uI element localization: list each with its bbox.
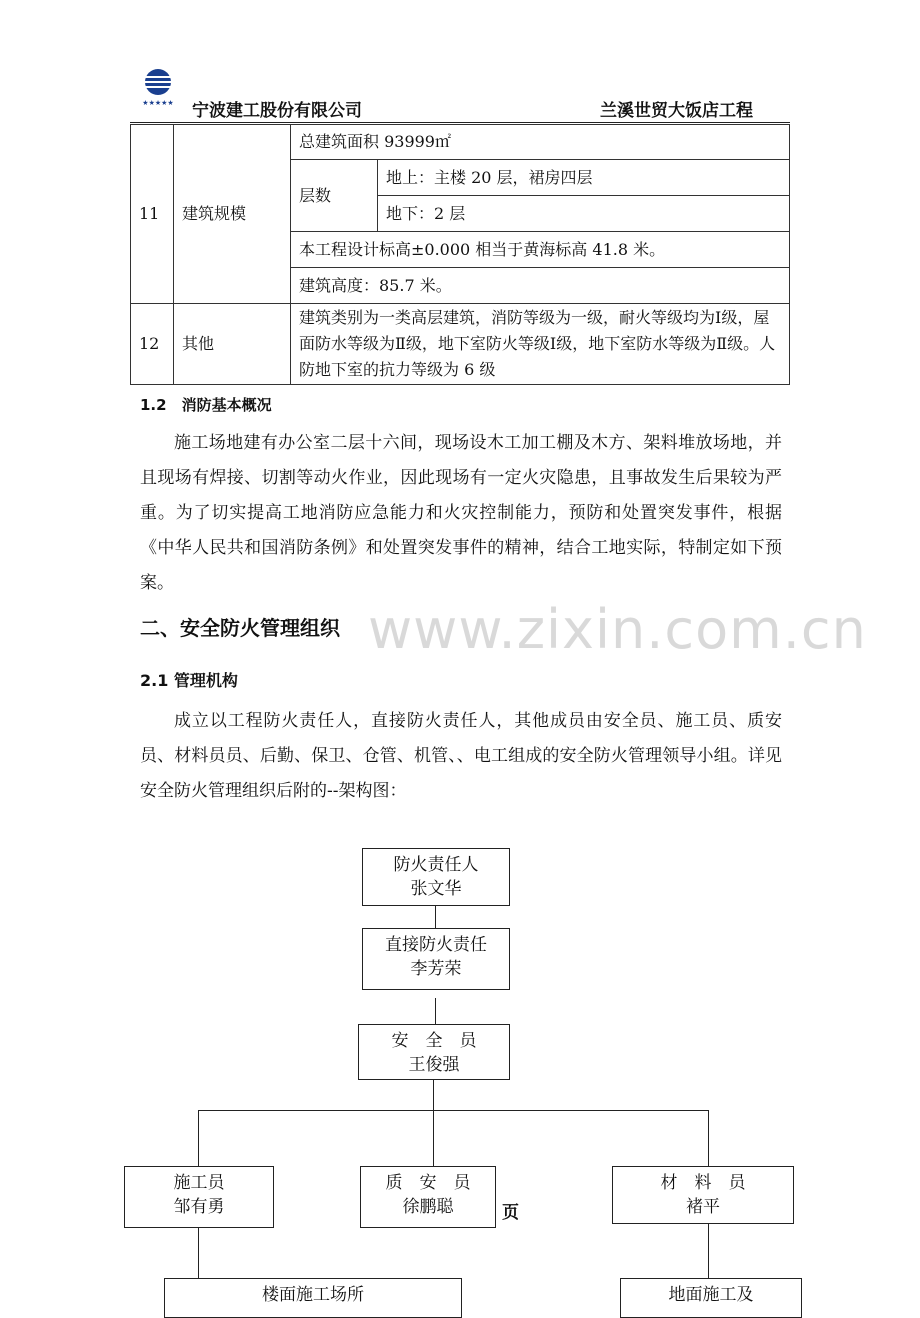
org-connector xyxy=(708,1224,709,1278)
org-role: 防火责任人 xyxy=(393,855,479,875)
header-company: 宁波建工股份有限公司 xyxy=(192,101,362,121)
org-role: 施工员 xyxy=(173,1173,225,1193)
org-box-floor-site xyxy=(164,1278,462,1318)
section-2-title: 二、安全防火管理组织 xyxy=(140,616,340,640)
section-2-1-title: 2.1 管理机构 xyxy=(140,671,238,690)
org-person: 徐鹏聪 xyxy=(402,1197,454,1217)
org-person: 李芳荣 xyxy=(410,959,462,979)
watermark: www.zixin.com.cn xyxy=(368,598,867,661)
org-role: 直接防火责任 xyxy=(385,935,487,955)
org-role: 质 安 员 xyxy=(385,1173,471,1193)
elevation-cell: 本工程设计标高±0.000 相当于黄海标高 41.8 米。 xyxy=(291,232,790,268)
floors-label-cell: 层数 xyxy=(291,160,378,232)
org-role: 楼面施工场所 xyxy=(262,1285,364,1305)
org-box-safety-officer xyxy=(358,1024,510,1080)
header-divider xyxy=(130,122,790,123)
section-1-2-title: 1.2 消防基本概况 xyxy=(140,396,272,414)
org-connector xyxy=(198,1110,199,1166)
org-connector xyxy=(198,1228,199,1278)
org-connector xyxy=(708,1110,709,1166)
org-box-materials-officer xyxy=(612,1166,794,1224)
page-mark: 页 xyxy=(502,1203,519,1223)
org-person: 张文华 xyxy=(410,879,462,899)
org-person: 邹有勇 xyxy=(173,1197,225,1217)
height-cell: 建筑高度：85.7 米。 xyxy=(291,268,790,304)
org-connector xyxy=(435,998,436,1024)
org-box-ground-site xyxy=(620,1278,802,1318)
company-logo-icon xyxy=(140,68,176,108)
org-connector xyxy=(433,1110,434,1166)
org-role: 地面施工及 xyxy=(668,1285,754,1305)
org-person: 褚平 xyxy=(686,1197,720,1217)
below-ground-cell: 地下：2 层 xyxy=(378,196,790,232)
org-connector xyxy=(433,1080,434,1110)
row-number: 11 xyxy=(131,125,174,304)
org-person: 王俊强 xyxy=(408,1055,460,1075)
total-area-cell: 总建筑面积 93999㎡ xyxy=(291,125,790,160)
org-branch-line xyxy=(198,1110,709,1111)
header-project: 兰溪世贸大饭店工程 xyxy=(600,101,753,121)
above-ground-cell: 地上：主楼 20 层，裙房四层 xyxy=(378,160,790,196)
org-box-direct-chief xyxy=(362,928,510,990)
org-connector xyxy=(435,906,436,928)
row-number: 12 xyxy=(131,304,174,385)
building-spec-table xyxy=(130,124,790,385)
table-row xyxy=(131,125,790,160)
section-1-2-paragraph: 施工场地建有办公室二层十六间，现场设木工加工棚及木方、架料堆放场地，并且现场有焊接、切割等动火作业，因此现场有一定火灾隐患，且事故发生后果较为严重。为了切实提高工地消防应急能力和火灾控制能力，预防和处置突发事件，根据《中华人民共和国消防条例》和处置突发事件的精神，结合工地实际，特制定如下预案。 xyxy=(140,433,782,593)
org-box-construction-officer xyxy=(124,1166,274,1228)
other-content-cell: 建筑类别为一类高层建筑，消防等级为一级，耐火等级均为Ⅰ级，屋面防水等级为Ⅱ级，地下室防火等级Ⅰ级，地下室防水等级为Ⅱ级。人防地下室的抗力等级为 6 级 xyxy=(291,304,790,385)
org-box-fire-chief xyxy=(362,848,510,906)
org-role: 材 料 员 xyxy=(660,1173,746,1193)
row-category: 其他 xyxy=(174,304,291,385)
org-role: 安 全 员 xyxy=(391,1031,477,1051)
section-2-1-paragraph: 成立以工程防火责任人，直接防火责任人，其他成员由安全员、施工员、质安员、材料员员、后勤、保卫、仓管、机管、、电工组成的安全防火管理领导小组。详见安全防火管理组织后附的--架构图： xyxy=(140,711,782,801)
row-category: 建筑规模 xyxy=(174,125,291,304)
org-box-quality-officer xyxy=(360,1166,496,1228)
table-row xyxy=(131,304,790,385)
svg-text:★★★★★: ★★★★★ xyxy=(142,99,174,107)
